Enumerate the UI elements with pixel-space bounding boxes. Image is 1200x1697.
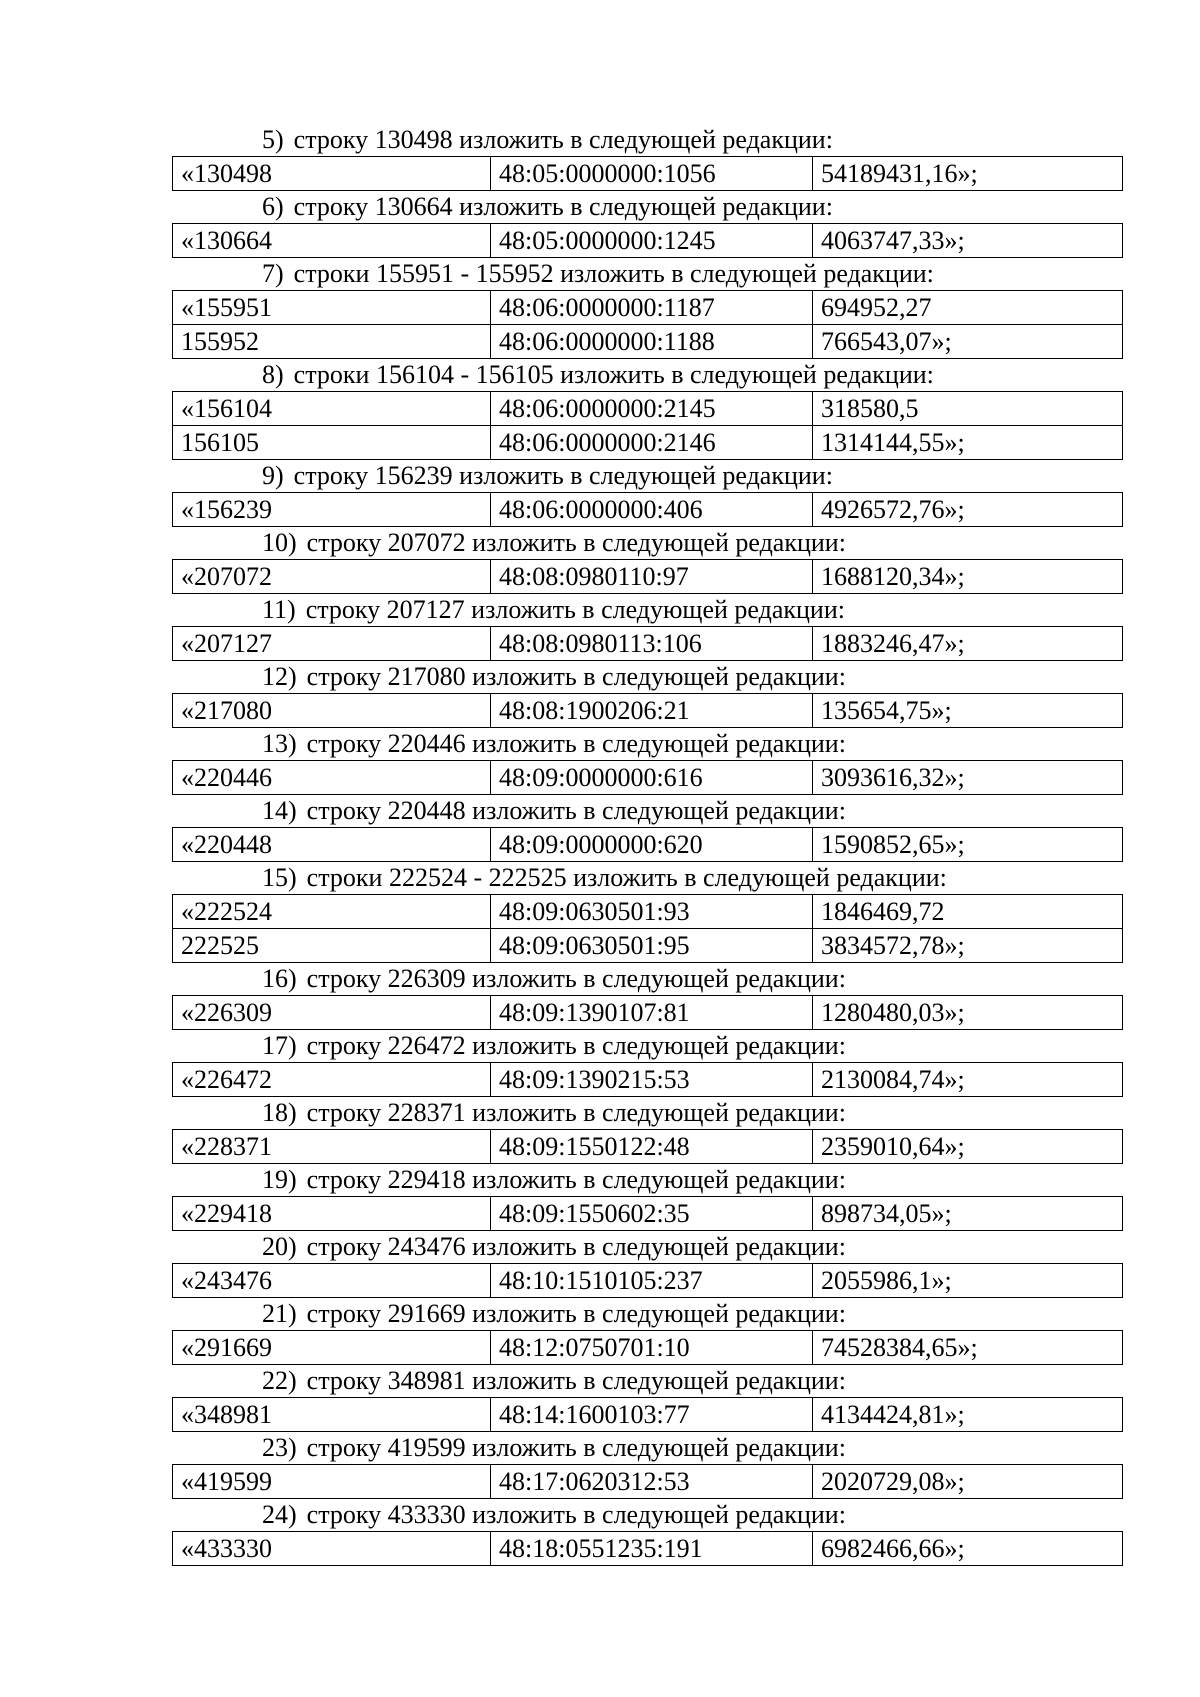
amendment-table	[172, 1397, 1123, 1432]
table-row	[173, 392, 1123, 426]
amendment-heading	[172, 1030, 1122, 1062]
amendment-table	[172, 626, 1123, 661]
table-row	[173, 224, 1123, 258]
value-cell: 2130084,74»;	[813, 1063, 1123, 1097]
item-number: 17)	[262, 1031, 297, 1060]
value-cell: 54189431,16»;	[813, 157, 1123, 191]
table-row	[173, 1331, 1123, 1365]
table-row	[173, 560, 1123, 594]
amendment-heading	[172, 963, 1122, 995]
value-cell: 135654,75»;	[813, 694, 1123, 728]
amendment-heading	[172, 594, 1122, 626]
amendment-heading	[172, 1432, 1122, 1464]
amendment-item	[172, 1164, 1122, 1231]
item-instruction: строку 220448 изложить в следующей редакции:	[306, 796, 846, 825]
value-cell: 4926572,76»;	[813, 493, 1123, 527]
value-cell: 2359010,64»;	[813, 1130, 1123, 1164]
amendment-table	[172, 156, 1123, 191]
amendment-item	[172, 1365, 1122, 1432]
value-cell: 1280480,03»;	[813, 996, 1123, 1030]
row-number-cell: «156104	[173, 392, 491, 426]
cadastral-number-cell: 48:09:0630501:95	[491, 929, 813, 963]
amendment-item	[172, 862, 1122, 963]
row-number-cell: «226309	[173, 996, 491, 1030]
item-instruction: строку 130664 изложить в следующей редакции:	[293, 192, 833, 221]
row-number-cell: «243476	[173, 1264, 491, 1298]
amendment-item	[172, 728, 1122, 795]
row-number-cell: «156239	[173, 493, 491, 527]
item-instruction: строки 222524 - 222525 изложить в следующей редакции:	[306, 863, 947, 892]
value-cell: 898734,05»;	[813, 1197, 1123, 1231]
amendment-heading	[172, 1298, 1122, 1330]
value-cell: 1846469,72	[813, 895, 1123, 929]
table-row	[173, 1197, 1123, 1231]
amendment-item	[172, 661, 1122, 728]
amendment-item	[172, 795, 1122, 862]
amendment-item	[172, 460, 1122, 527]
value-cell: 1590852,65»;	[813, 828, 1123, 862]
cadastral-number-cell: 48:09:0630501:93	[491, 895, 813, 929]
row-number-cell: «207127	[173, 627, 491, 661]
item-number: 8)	[262, 360, 284, 389]
value-cell: 694952,27	[813, 291, 1123, 325]
amendment-item	[172, 1499, 1122, 1566]
item-instruction: строку 419599 изложить в следующей редакции:	[306, 1433, 846, 1462]
amendment-table	[172, 1196, 1123, 1231]
value-cell: 2055986,1»;	[813, 1264, 1123, 1298]
cadastral-number-cell: 48:09:1550602:35	[491, 1197, 813, 1231]
cadastral-number-cell: 48:10:1510105:237	[491, 1264, 813, 1298]
amendment-table	[172, 1263, 1123, 1298]
cadastral-number-cell: 48:17:0620312:53	[491, 1465, 813, 1499]
amendment-table	[172, 760, 1123, 795]
table-row	[173, 157, 1123, 191]
item-instruction: строку 130498 изложить в следующей редакции:	[293, 125, 833, 154]
item-number: 7)	[262, 259, 284, 288]
row-number-cell: 155952	[173, 325, 491, 359]
item-number: 20)	[262, 1232, 297, 1261]
item-instruction: строку 220446 изложить в следующей редакции:	[306, 729, 846, 758]
amendment-table	[172, 290, 1123, 359]
table-row	[173, 1264, 1123, 1298]
amendment-item	[172, 527, 1122, 594]
amendment-table	[172, 1129, 1123, 1164]
item-instruction: строки 155951 - 155952 изложить в следующей редакции:	[293, 259, 934, 288]
table-row	[173, 1130, 1123, 1164]
item-instruction: строку 226472 изложить в следующей редакции:	[306, 1031, 846, 1060]
row-number-cell: «348981	[173, 1398, 491, 1432]
item-number: 5)	[262, 125, 284, 154]
item-number: 21)	[262, 1299, 297, 1328]
amendment-heading	[172, 728, 1122, 760]
amendment-item	[172, 594, 1122, 661]
item-number: 19)	[262, 1165, 297, 1194]
value-cell: 3834572,78»;	[813, 929, 1123, 963]
amendment-item	[172, 1298, 1122, 1365]
amendment-heading	[172, 191, 1122, 223]
row-number-cell: «226472	[173, 1063, 491, 1097]
table-row	[173, 1532, 1123, 1566]
item-instruction: строку 207127 изложить в следующей редакции:	[305, 595, 845, 624]
amendment-table	[172, 1062, 1123, 1097]
amendment-table	[172, 1464, 1123, 1499]
amendment-item	[172, 1432, 1122, 1499]
value-cell: 2020729,08»;	[813, 1465, 1123, 1499]
amendment-heading	[172, 795, 1122, 827]
cadastral-number-cell: 48:12:0750701:10	[491, 1331, 813, 1365]
cadastral-number-cell: 48:06:0000000:406	[491, 493, 813, 527]
amendment-table	[172, 894, 1123, 963]
amendment-heading	[172, 527, 1122, 559]
amendment-heading	[172, 1097, 1122, 1129]
table-row	[173, 426, 1123, 460]
cadastral-number-cell: 48:08:0980113:106	[491, 627, 813, 661]
cadastral-number-cell: 48:06:0000000:1188	[491, 325, 813, 359]
item-instruction: строку 433330 изложить в следующей редакции:	[306, 1500, 846, 1529]
cadastral-number-cell: 48:09:0000000:616	[491, 761, 813, 795]
amendment-item	[172, 1097, 1122, 1164]
amendment-heading	[172, 661, 1122, 693]
table-row	[173, 291, 1123, 325]
cadastral-number-cell: 48:08:1900206:21	[491, 694, 813, 728]
amendment-table	[172, 995, 1123, 1030]
table-row	[173, 895, 1123, 929]
item-number: 12)	[262, 662, 297, 691]
row-number-cell: «207072	[173, 560, 491, 594]
cadastral-number-cell: 48:06:0000000:2146	[491, 426, 813, 460]
item-number: 14)	[262, 796, 297, 825]
row-number-cell: «220446	[173, 761, 491, 795]
cadastral-number-cell: 48:09:1390215:53	[491, 1063, 813, 1097]
item-instruction: строку 207072 изложить в следующей редакции:	[306, 528, 846, 557]
amendment-table	[172, 391, 1123, 460]
row-number-cell: «291669	[173, 1331, 491, 1365]
amendment-item	[172, 1030, 1122, 1097]
table-row	[173, 694, 1123, 728]
table-row	[173, 627, 1123, 661]
amendment-heading	[172, 1231, 1122, 1263]
item-number: 24)	[262, 1500, 297, 1529]
value-cell: 3093616,32»;	[813, 761, 1123, 795]
cadastral-number-cell: 48:05:0000000:1056	[491, 157, 813, 191]
value-cell: 1688120,34»;	[813, 560, 1123, 594]
table-row	[173, 1063, 1123, 1097]
row-number-cell: «228371	[173, 1130, 491, 1164]
item-number: 18)	[262, 1098, 297, 1127]
item-instruction: строку 228371 изложить в следующей редакции:	[306, 1098, 846, 1127]
row-number-cell: «433330	[173, 1532, 491, 1566]
row-number-cell: «130664	[173, 224, 491, 258]
item-instruction: строку 243476 изложить в следующей редакции:	[306, 1232, 846, 1261]
item-instruction: строку 217080 изложить в следующей редакции:	[306, 662, 846, 691]
row-number-cell: «130498	[173, 157, 491, 191]
amendment-item	[172, 258, 1122, 359]
item-instruction: строку 229418 изложить в следующей редакции:	[306, 1165, 846, 1194]
item-instruction: строки 156104 - 156105 изложить в следующей редакции:	[293, 360, 934, 389]
amendment-table	[172, 1330, 1123, 1365]
row-number-cell: 222525	[173, 929, 491, 963]
item-number: 22)	[262, 1366, 297, 1395]
amendment-heading	[172, 460, 1122, 492]
item-number: 10)	[262, 528, 297, 557]
amendment-heading	[172, 258, 1122, 290]
value-cell: 1314144,55»;	[813, 426, 1123, 460]
amendment-item	[172, 963, 1122, 1030]
table-row	[173, 1465, 1123, 1499]
document-body	[172, 124, 1122, 1566]
value-cell: 74528384,65»;	[813, 1331, 1123, 1365]
cadastral-number-cell: 48:18:0551235:191	[491, 1532, 813, 1566]
row-number-cell: «419599	[173, 1465, 491, 1499]
value-cell: 4063747,33»;	[813, 224, 1123, 258]
amendment-heading	[172, 1164, 1122, 1196]
amendment-heading	[172, 359, 1122, 391]
item-instruction: строку 156239 изложить в следующей редакции:	[293, 461, 833, 490]
amendment-table	[172, 693, 1123, 728]
cadastral-number-cell: 48:09:1550122:48	[491, 1130, 813, 1164]
table-row	[173, 996, 1123, 1030]
amendment-table	[172, 1531, 1123, 1566]
item-number: 6)	[262, 192, 284, 221]
amendment-item	[172, 124, 1122, 191]
amendment-item	[172, 359, 1122, 460]
amendment-heading	[172, 1499, 1122, 1531]
amendment-table	[172, 492, 1123, 527]
table-row	[173, 828, 1123, 862]
table-row	[173, 1398, 1123, 1432]
row-number-cell: «217080	[173, 694, 491, 728]
item-instruction: строку 226309 изложить в следующей редакции:	[306, 964, 846, 993]
row-number-cell: «229418	[173, 1197, 491, 1231]
table-row	[173, 929, 1123, 963]
amendment-item	[172, 191, 1122, 258]
amendment-heading	[172, 862, 1122, 894]
item-number: 9)	[262, 461, 284, 490]
cadastral-number-cell: 48:09:0000000:620	[491, 828, 813, 862]
table-row	[173, 325, 1123, 359]
cadastral-number-cell: 48:08:0980110:97	[491, 560, 813, 594]
value-cell: 4134424,81»;	[813, 1398, 1123, 1432]
value-cell: 6982466,66»;	[813, 1532, 1123, 1566]
table-row	[173, 493, 1123, 527]
amendment-table	[172, 223, 1123, 258]
item-instruction: строку 291669 изложить в следующей редакции:	[306, 1299, 846, 1328]
cadastral-number-cell: 48:05:0000000:1245	[491, 224, 813, 258]
row-number-cell: «222524	[173, 895, 491, 929]
amendment-table	[172, 559, 1123, 594]
item-number: 23)	[262, 1433, 297, 1462]
cadastral-number-cell: 48:09:1390107:81	[491, 996, 813, 1030]
amendment-heading	[172, 124, 1122, 156]
row-number-cell: «220448	[173, 828, 491, 862]
row-number-cell: 156105	[173, 426, 491, 460]
cadastral-number-cell: 48:14:1600103:77	[491, 1398, 813, 1432]
item-number: 13)	[262, 729, 297, 758]
amendment-heading	[172, 1365, 1122, 1397]
cadastral-number-cell: 48:06:0000000:1187	[491, 291, 813, 325]
item-number: 11)	[262, 595, 296, 624]
cadastral-number-cell: 48:06:0000000:2145	[491, 392, 813, 426]
value-cell: 1883246,47»;	[813, 627, 1123, 661]
amendment-table	[172, 827, 1123, 862]
value-cell: 766543,07»;	[813, 325, 1123, 359]
item-instruction: строку 348981 изложить в следующей редакции:	[306, 1366, 846, 1395]
row-number-cell: «155951	[173, 291, 491, 325]
amendment-item	[172, 1231, 1122, 1298]
table-row	[173, 761, 1123, 795]
item-number: 15)	[262, 863, 297, 892]
item-number: 16)	[262, 964, 297, 993]
value-cell: 318580,5	[813, 392, 1123, 426]
